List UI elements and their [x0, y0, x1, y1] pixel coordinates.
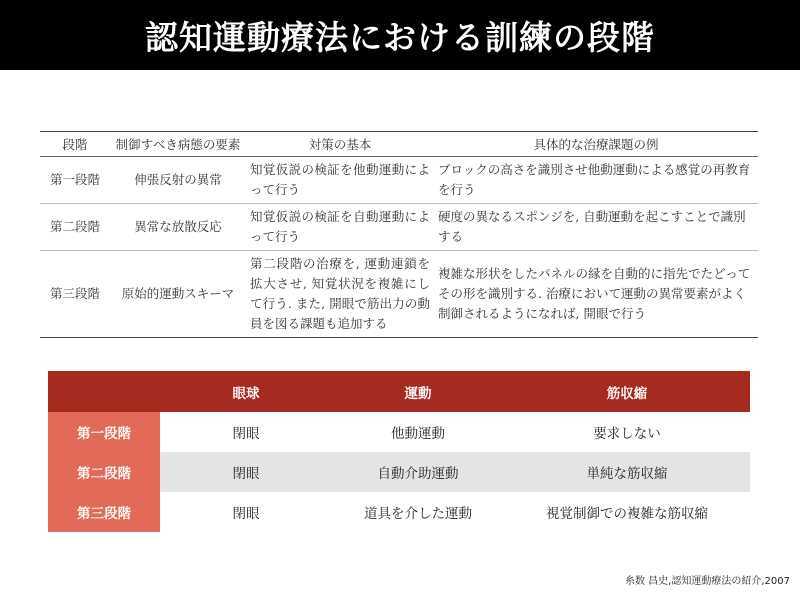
header-corner [48, 371, 160, 412]
table-row [40, 204, 758, 251]
movement-cell: 他動運動 [391, 426, 445, 442]
citation: 糸数 昌史,認知運動療法の紹介,2007 [625, 576, 790, 587]
column-header-stage: 段階 [40, 132, 110, 157]
table-cell: 第二段階 [40, 204, 110, 251]
table-header-row [40, 132, 758, 157]
muscle-cell: 単純な筋収縮 [504, 452, 750, 492]
row-label: 第二段階 [48, 452, 160, 492]
table-cell: 第一段階 [40, 157, 110, 204]
column-header-muscle: 筋収縮 [504, 371, 750, 412]
movement-cell: 道具を介した運動 [364, 506, 472, 522]
table-cell: 第二段階の治療を, 運動連鎖を拡大させ, 知覚状況を複雑にして行う. また, 開眼で筋出力の動員を図る課題も追加する [246, 251, 434, 338]
stages-detail-table [40, 131, 758, 338]
summary-row [48, 412, 750, 452]
summary-header-row [48, 371, 750, 412]
summary-row [48, 452, 750, 492]
table-cell: 原始的運動スキーマ [110, 251, 246, 338]
table-cell: 知覚仮説の検証を他動運動によって行う [246, 157, 434, 204]
table-cell: 異常な放散反応 [110, 204, 246, 251]
column-header-example-task: 具体的な治療課題の例 [434, 132, 758, 157]
page-title: 認知運動療法における訓練の段階 [145, 17, 655, 57]
eye-cell: 閉眼 [160, 452, 332, 492]
row-label: 第一段階 [48, 412, 160, 452]
table-cell: 知覚仮説の検証を自動運動によって行う [246, 204, 434, 251]
movement-cell: 自動介助運動 [332, 452, 504, 492]
summary-row [48, 492, 750, 532]
title-bar [0, 0, 800, 70]
table-row [40, 157, 758, 204]
eye-cell: 閉眼 [232, 506, 260, 522]
table-row [40, 251, 758, 338]
column-header-eye: 眼球 [160, 371, 332, 412]
table-cell: 第三段階 [40, 251, 110, 338]
table-cell: 伸張反射の異常 [110, 157, 246, 204]
column-header-element: 制御すべき病態の要素 [110, 132, 246, 157]
row-label: 第三段階 [48, 492, 160, 532]
muscle-cell: 要求しない [593, 426, 661, 442]
table-cell: 複雑な形状をしたパネルの縁を自動的に指先でたどってその形を識別する. 治療において運動の異常要素がよく制御されるようになれば, 開眼で行う [434, 251, 758, 338]
table-cell: 硬度の異なるスポンジを, 自動運動を起こすことで識別する [434, 204, 758, 251]
column-header-movement: 運動 [332, 371, 504, 412]
stages-summary-table [48, 371, 750, 532]
table-cell: ブロックの高さを識別させ他動運動による感覚の再教育を行う [434, 157, 758, 204]
muscle-cell: 視覚制御での複雑な筋収縮 [546, 506, 708, 522]
eye-cell: 閉眼 [232, 426, 260, 442]
column-header-basic-measure: 対策の基本 [246, 132, 434, 157]
